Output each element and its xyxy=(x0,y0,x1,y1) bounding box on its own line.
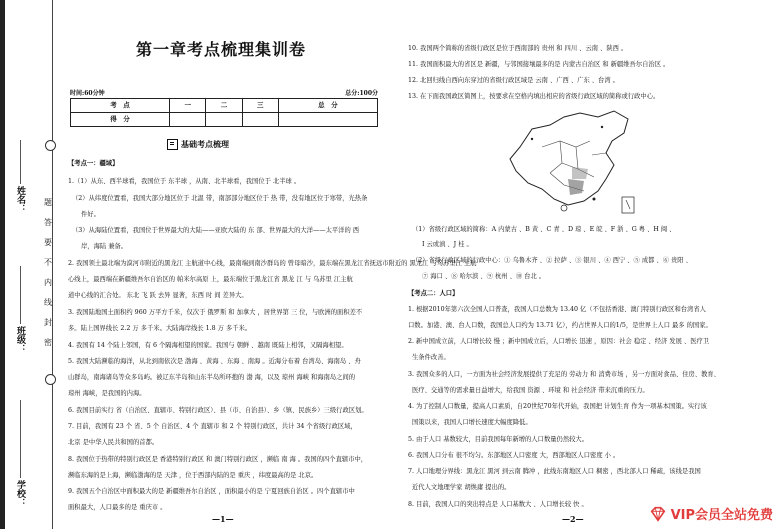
class-label: 班级： xyxy=(15,326,25,353)
score-header-cell: 三 xyxy=(242,99,278,113)
text-line: 琼州 海峡，是我国的内海。 xyxy=(68,390,146,397)
page-number: —2— xyxy=(562,514,584,524)
binding-margin xyxy=(0,0,53,529)
section-heading-text: 基础考点梳理 xyxy=(181,139,229,149)
text-line: 【考点二：人口】 xyxy=(408,290,459,297)
text-line: 10. 我国两个简称的省级行政区是位于西南部的 贵州 和 四川 、云南 、陕西 。 xyxy=(408,45,628,52)
text-line: 2. 新中国成立前，人口增长较 慢 ；新中国成立后，人口增长 迅速 ，原因：社会 稳定 、经济 发展 、医疗卫 xyxy=(408,338,710,345)
text-line: 8. 我国位于热带的特别行政区是 香港特别行政区 和 澳门特别行政区 ，濒临 南 海 。我国的四个直辖市中， xyxy=(68,456,368,463)
score-cell[interactable] xyxy=(170,113,206,127)
text-line: ⑦ 海口 、⑧ 哈尔滨 、⑨ 杭州 、⑩ 台北 。 xyxy=(422,273,546,280)
text-line: I 云或滇 、J 桂 。 xyxy=(422,241,473,248)
text-line: 6. 我国人口分布 很不均匀。东部地区人口密度 大，西部地区人口密度 小 。 xyxy=(408,452,620,459)
text-line: 4. 为了控制人口数量，提高人口素质，自20世纪70年代开始，我国把 计划生育 作为一项基本国策。实行该 xyxy=(408,403,707,410)
text-line: 6. 我国目前实行 省（自治区、直辖市、特别行政区）、县（市、自治县）、乡（镇、民族乡）三级行政区划。 xyxy=(68,407,368,414)
text-line: 面积最大，人口最多的是 重庆市 。 xyxy=(68,504,167,511)
score-cell[interactable] xyxy=(278,113,377,127)
text-line: 北京 是中华人民共和国的首都。 xyxy=(68,439,159,446)
text-line: 山群岛，南海诸岛等众多岛屿。被辽东半岛和山东半岛所环抱的 渤 海，以及 琼州 海峡 和海南岛之间的 xyxy=(68,374,356,381)
vip-diamond-icon xyxy=(649,505,667,523)
text-line: 濒临东海的是上海，濒临渤海的是 天津 ，位于西部内陆的是 重庆 ，纬度最高的是 北京。 xyxy=(68,472,318,479)
school-line xyxy=(20,400,21,478)
school-label: 学校： xyxy=(15,480,25,507)
score-row-label: 得 分 xyxy=(71,113,170,127)
text-line: 12. 北回归线自西向东穿过的省级行政区域是 云南 、广西 、广东 、台湾 。 xyxy=(408,77,619,84)
text-line: 道中心线的汇合处。 东北 飞 跃 去异 显著，东西 时 间 差异大。 xyxy=(68,292,248,299)
page-right xyxy=(402,0,772,529)
name-line xyxy=(20,140,21,184)
score-cell[interactable] xyxy=(242,113,278,127)
text-line: （1）省级行政区域的简称：A 内蒙古 、B 黄 、C 青 、D 琼 、E 皖 、F 浙 、G 粤 、H 闽 、 xyxy=(412,226,676,233)
text-line: 【考点一：疆域】 xyxy=(68,160,119,167)
watermark-text: VIP会员全站免费 xyxy=(670,508,773,523)
text-line: 2. 我国领土最北端为漠河市附近的黑龙江 主航道中心线，最南端到南沙群岛的 曾母暗沙，最东端在黑龙江省抚远市附近的 黑龙江 与乌苏里江 主航 xyxy=(68,260,477,267)
seal-char: 答 xyxy=(44,218,52,227)
seal-char: 封 xyxy=(44,318,52,327)
score-header-cell: 考 点 xyxy=(71,99,170,113)
score-header-cell: 总 分 xyxy=(278,99,377,113)
seal-char: 内 xyxy=(44,278,52,287)
text-line: 医疗、交通等的需求量日益增大，给我国 资源 、环境 和 社会经济 带来沉重的压力。 xyxy=(412,387,649,394)
text-line: 国策以来，我国人口增长速度大幅度降低。 xyxy=(412,419,532,426)
text-line: 近代人文地理学家 胡焕庸 提出的。 xyxy=(412,484,511,491)
text-line: 岸，海陆 兼备。 xyxy=(81,243,128,250)
text-line: （3）从海陆位置看，我国位于世界最大的大陆——亚欧大陆的 东 部、世界最大的大洋——太平洋的 西 xyxy=(72,227,360,234)
score-header-cell: 一 xyxy=(170,99,206,113)
binding-hole-top xyxy=(45,140,56,151)
text-line: 5. 由于人口 基数较大，目前我国每年新增的人口数量仍然较大。 xyxy=(408,436,589,443)
seal-char: 题 xyxy=(44,198,52,207)
text-line: （2）从纬度位置看，我国大部分地区位于 北温 带，南部部分地区位于 热 带，没有地区位于寒带，光热条 xyxy=(72,195,368,202)
text-line: 11. 我国面积最大的省区是 新疆，与邻国接壤最多的是 内蒙古自治区 和 新疆维吾尔自治区 。 xyxy=(408,61,670,68)
text-line: 多。陆上国界线长 2.2 万 多千米。大陆海岸线长 1.8 万 多千米。 xyxy=(68,325,252,332)
text-line: 生条件改善。 xyxy=(412,354,450,361)
text-line: （2）省级行政区域的行政中心：① 乌鲁木齐 、② 拉萨 、③ 银川 、④ 西宁 、⑤ 成都 、⑥ 贵阳 、 xyxy=(412,257,692,264)
binding-edge xyxy=(0,0,5,529)
text-line: 3. 我国陆地国土面积约 960 万平方千米，仅次于 俄罗斯 和 加拿大 ，居世界第 三 位，与欧洲的面积差不 xyxy=(68,309,363,316)
text-line: 1.（1）从东、西半球看，我国位于 东半球 ，从南、北半球看，我国位于 北半球 。 xyxy=(68,178,301,185)
seal-char: 不 xyxy=(44,258,52,267)
name-label: 姓名： xyxy=(15,186,25,213)
text-line: 3. 我国众多的人口，一方面为社会经济发展提供了充足的 劳动力 和 消费市场 ，另一方面对食品、住房、教育、 xyxy=(408,371,720,378)
text-line: 8. 目前，我国人口的突出特点是 人口基数大 、人口增长较 快 。 xyxy=(408,501,588,508)
binding-hole-bottom xyxy=(45,374,56,385)
text-line: 4. 我国有 14 个陆上邻国，有 6 个隔海相望的国家。我国与 朝鲜 、越南 既陆上相邻，又隔海相望。 xyxy=(68,342,348,349)
text-line: 7. 人口地理分界线：黑龙江 黑河 到云南 腾冲 ，此线东南地区人口 稠密 ，西北部人口 稀疏，该线是我国 xyxy=(408,468,701,475)
china-map xyxy=(502,107,637,217)
text-line: 口数。加港、澳、台人口数，我国总人口约为 13.71 亿），约占世界人口的1/5，是世界上人口 最多 的国家。 xyxy=(408,322,712,329)
time-limit: 时间:60分钟 xyxy=(70,90,105,97)
text-line: 13. 在下面我国政区简图上，按要求在空格内填出相应的省级行政区域的简称或行政中心。 xyxy=(408,93,660,100)
seal-char: 要 xyxy=(44,238,52,247)
score-cell[interactable] xyxy=(206,113,242,127)
text-line: 7. 目前，我国有 23 个 省、5 个 自治区、4 个 直辖市 和 2 个 特别行政区，共计 34 个省级行政区域， xyxy=(68,423,357,430)
seal-char: 线 xyxy=(44,298,52,307)
page-title: 第一章考点梳理集训卷 xyxy=(135,40,306,59)
text-line: 9. 我国五个自治区中面积最大的是 新疆维吾尔自治区 ，面积最小的是 宁夏回族自治区 。四个直辖市中 xyxy=(68,488,355,495)
vip-watermark[interactable] xyxy=(649,504,773,523)
text-line: 1. 根据2010年第六次全国人口普查，我国人口总数为 13.40 亿（不包括香港、澳门特别行政区和台湾省人 xyxy=(408,306,706,313)
class-line xyxy=(20,266,21,324)
seal-char: 密 xyxy=(44,338,52,347)
total-score: 总分:100分 xyxy=(345,90,378,97)
section-heading xyxy=(167,138,229,151)
text-line: 件好。 xyxy=(81,211,100,218)
text-line: 心线上，最西端在新疆维吾尔自治区的 帕米尔高原 上，最东端位于黑龙江省 黑龙 江 与 乌苏里 江主航 xyxy=(68,276,353,283)
page-number: —1— xyxy=(212,514,234,524)
score-table xyxy=(70,98,378,127)
book-icon xyxy=(167,139,178,150)
score-header-cell: 二 xyxy=(206,99,242,113)
text-line: 5. 我国大陆濒临的海洋，从北到南依次是 渤海 、黄海 、东海 、南海 。近海分布着 台湾岛、海南岛 、舟 xyxy=(68,358,361,365)
